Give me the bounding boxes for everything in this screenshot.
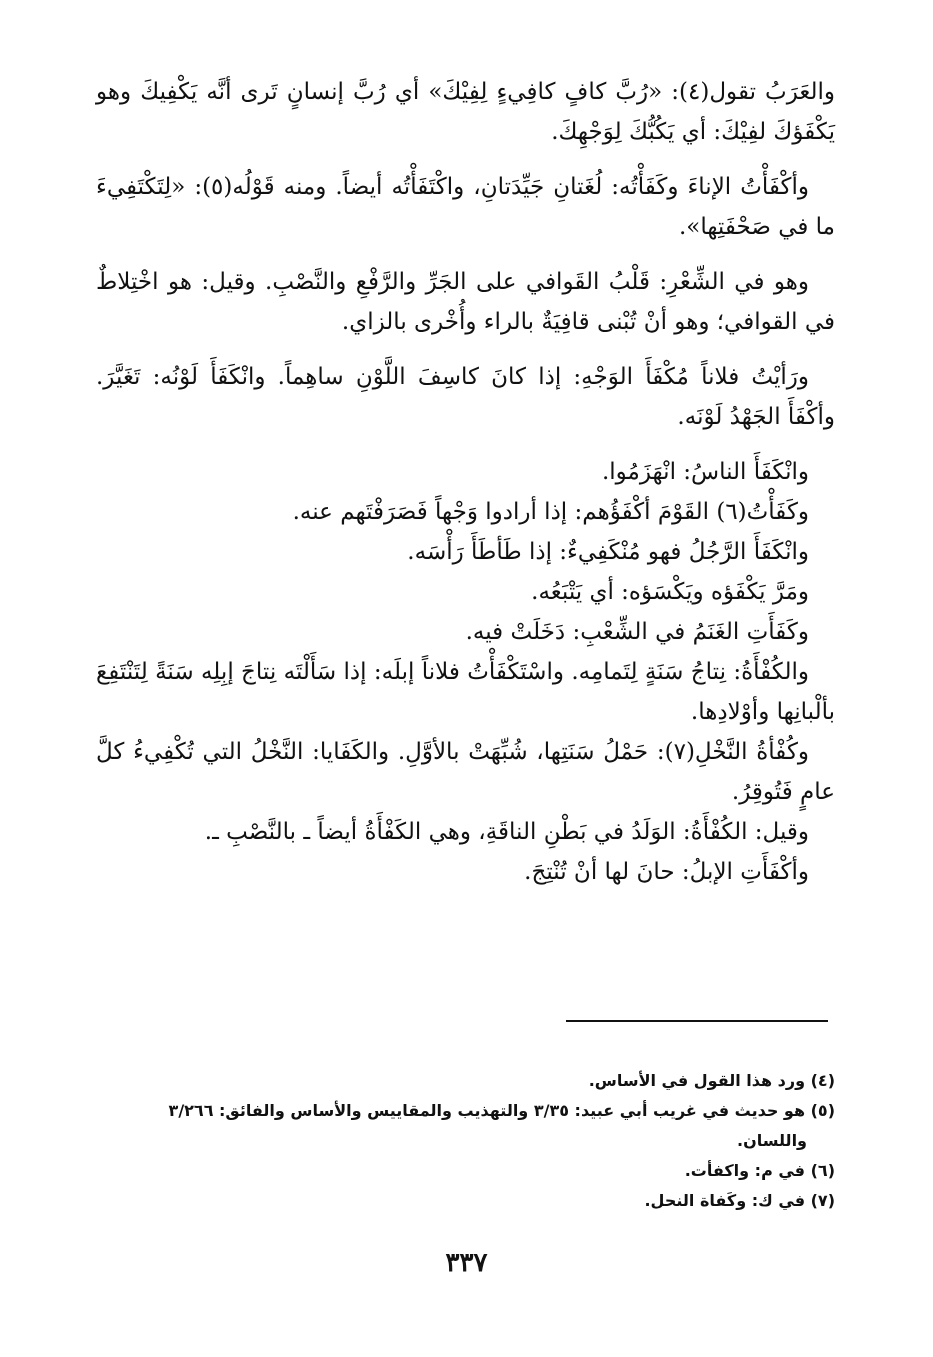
footnote-divider bbox=[566, 1020, 828, 1022]
paragraph-7: وانْكَفَأَ الرَّجُلُ فهو مُنْكَفِيءٌ: إذا طَأطَأَ رَأْسَه. bbox=[407, 539, 809, 565]
paragraph-5: وانْكَفَأَ الناسُ: انْهَزَمُوا. bbox=[601, 459, 809, 485]
paragraph-1: والعَرَبُ تقول(٤): «رُبَّ كافٍ كافِيءٍ لِفِيْكَ» أي رُبَّ إنسانٍ تَرى أنَّه يَكْفِيكَ وهو يَكْفَؤكَ لفِيْكَ: أي يَكُبُّكَ لِوَجْهِكَ. bbox=[96, 79, 836, 145]
paragraph-10: والكُفْأَةُ: نِتاجُ سَنَةٍ لِتَمامِه. واسْتَكْفَأْتُ فلاناً إبلَه: إذا سَأَلْتَه نِتاجَ إبِلِه سَنَةً لِتَنْتَفِعَ بألْبانِها وأوْلادِها. bbox=[96, 659, 835, 725]
paragraph-11: وكُفْأةُ النَّخْلِ(٧): حَمْلُ سَنَتِها، شُبِّهَتْ بالأوَّلِ. والكَفَايا: النَّخْلُ التي تُكْفِيءُ كلَّ عامٍ فَتُوقِرُ. bbox=[96, 739, 835, 805]
footnote-4: (٤) ورد هذا القول في الأساس. bbox=[588, 1071, 835, 1090]
footnote-5: (٥) هو حديث في غريب أبي عبيد: ٣/٣٥ والتهذيب والمقاييس والأساس والفائق: ٣/٢٦٦ bbox=[168, 1101, 835, 1120]
footnotes bbox=[96, 1066, 835, 1216]
page-number: ٣٣٧ bbox=[445, 1248, 488, 1278]
paragraph-12: وقيل: الكُفْأَةُ: الوَلَدُ في بَطْنِ الناقَةِ، وهي الكَفْأَةُ أيضاً ـ بالنَّصْبِ ـ. bbox=[204, 819, 809, 845]
paragraph-9: وكَفَأَتِ الغَنَمُ في الشِّعْبِ: دَخَلَتْ فيه. bbox=[465, 619, 809, 645]
footnote-5-continuation: واللسان. bbox=[737, 1131, 807, 1150]
paragraph-3: وهو في الشِّعْرِ: قَلْبُ القَوافي على الجَرِّ والرَّفْعِ والنَّصْبِ. وقيل: هو اخْتِلاطٌ في القوافي؛ وهو أنْ تُبْنى قافِيَةٌ بالراء وأُخْرى بالزاي. bbox=[96, 269, 835, 335]
footnote-6: (٦) في م: واكفأت. bbox=[684, 1161, 835, 1180]
main-text bbox=[96, 72, 835, 892]
paragraph-4: ورَأيْتُ فلاناً مُكْفَأَ الوَجْهِ: إذا كانَ كاسِفَ اللَّوْنِ ساهِماً. وانْكَفَأَ لَوْنُه: تَغَيَّرَ. وأكْفَأَ الجَهْدُ لَوْنَه. bbox=[96, 364, 835, 430]
footnote-7: (٧) في ك: وكَفاة النحل. bbox=[644, 1191, 835, 1210]
paragraph-8: ومَرَّ يَكْفَؤه ويَكْسَؤه: أي يَتْبَعُه. bbox=[531, 579, 809, 605]
paragraph-2: وأكْفَأْتُ الإناءَ وكَفَأْتُه: لُغَتانِ جَيِّدَتانِ، واكْتَفَأْتُه أيضاً. ومنه قَوْلُه(٥): «لِتَكْتَفِيءَ ما في صَحْفَتِها». bbox=[96, 174, 835, 240]
paragraph-6: وكَفَأْتُ(٦) القَوْمَ أكْفَؤُهم: إذا أرادوا وَجْهاً فَصَرَفْتَهم عنه. bbox=[292, 499, 809, 525]
paragraph-13: وأكْفَأَتِ الإبلُ: حانَ لها أنْ تُنْتِجَ. bbox=[524, 859, 809, 885]
